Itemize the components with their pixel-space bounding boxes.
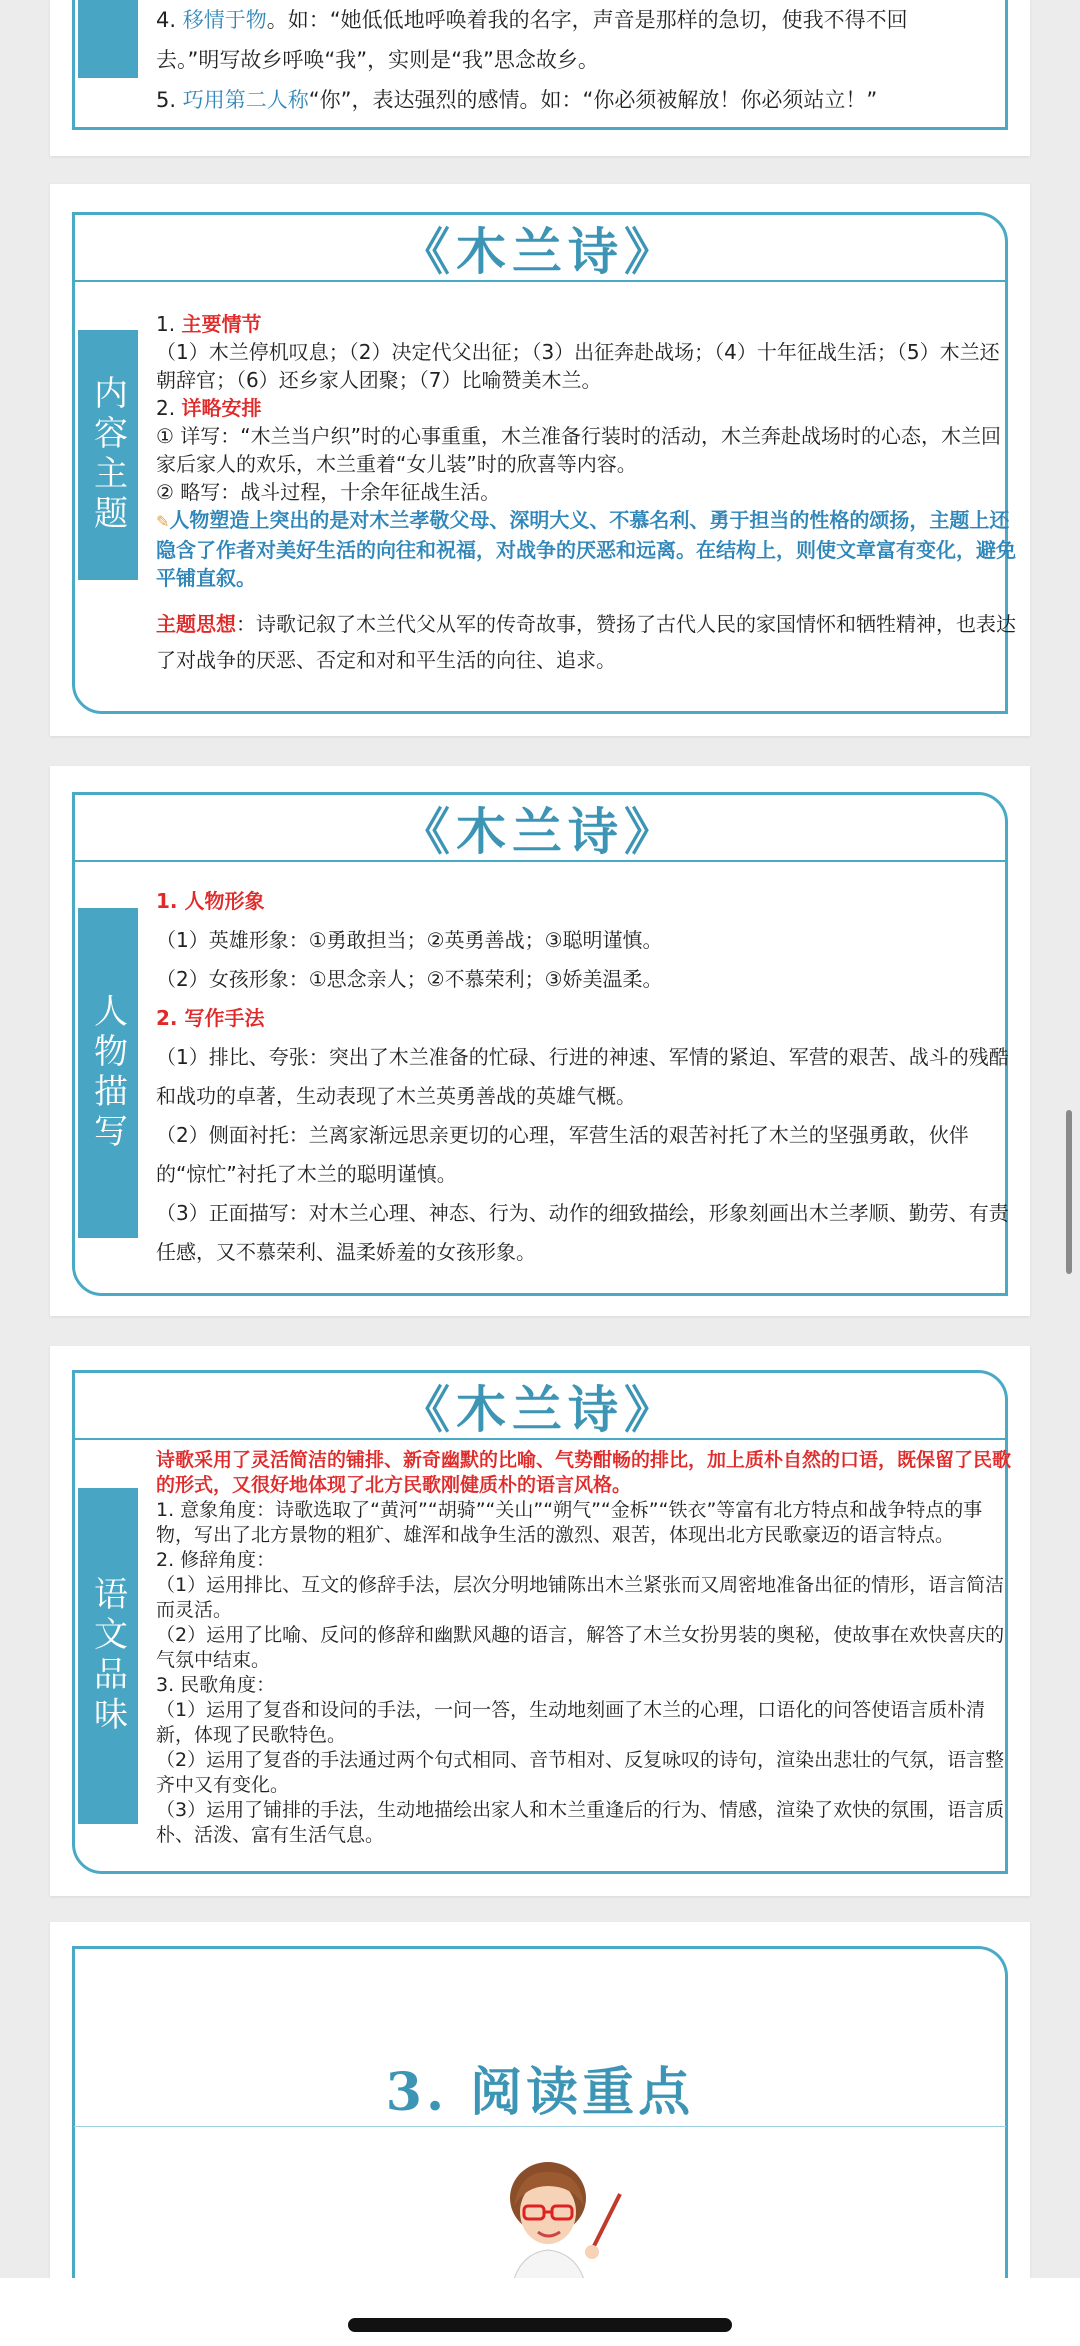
slide3-p3c: （3）运用了铺排的手法，生动地描绘出家人和木兰重逢后的行为、情感，渲染了欢快的氛围，语言质朴、活泼、富有生活气息。 bbox=[156, 1799, 1005, 1846]
top-line3-rest: “你”，表达强烈的感情。如：“你必须被解放！你必须站立！” bbox=[308, 88, 878, 112]
slide1-brief: ② 略写：战斗过程，十余年征战生活。 bbox=[156, 480, 501, 504]
slide1-title: 《木兰诗》 bbox=[400, 222, 680, 281]
slide3-p1: 1. 意象角度：诗歌选取了“黄河”“胡骑”“关山”“朔气”“金柝”“铁衣”等富有北方特点和战争特点的事物，写出了北方景物的粗犷、雄浑和战争生活的激烈、艰苦，体现出北方民歌豪迈的语言特点。 bbox=[156, 1499, 983, 1546]
slide2-m3: （3）正面描写：对木兰心理、神态、行为、动作的细致描绘，形象刻画出木兰孝顺、勤劳、有责任感，又不慕荣利、温柔娇羞的女孩形象。 bbox=[156, 1201, 1009, 1264]
slide3-p2a: （1）运用排比、互文的修辞手法，层次分明地铺陈出木兰紧张而又周密地准备出征的情形，语言简洁而灵活。 bbox=[156, 1574, 1005, 1621]
slide1-plot: （1）木兰停机叹息；（2）决定代父出征；（3）出征奔赴战场；（4）十年征战生活；（5）木兰还朝辞官；（6）还乡家人团聚；（7）比喻赞美木兰。 bbox=[156, 340, 1000, 392]
slide1-content bbox=[156, 310, 1016, 678]
home-indicator[interactable] bbox=[348, 2318, 732, 2332]
slide2-m2: （2）侧面衬托：兰离家渐远思亲更切的心理，军营生活的艰苦衬托了木兰的坚强勇敢，伙伴的“惊忙”衬托了木兰的聪明谨慎。 bbox=[156, 1123, 969, 1186]
slide1-theme-label: 主题思想 bbox=[156, 612, 236, 636]
slide3-p3: 3. 民歌角度： bbox=[156, 1674, 276, 1696]
slide3-intro: 诗歌采用了灵活简洁的铺排、新奇幽默的比喻、气势酣畅的排比，加上质朴自然的口语，既保留了民歌的形式，又很好地体现了北方民歌刚健质朴的语言风格。 bbox=[156, 1449, 1012, 1496]
slide2-side-tab: 人物描写 bbox=[78, 908, 138, 1238]
slide-character bbox=[50, 766, 1030, 1316]
top-card bbox=[50, 0, 1030, 156]
slide3-p2b: （2）运用了比喻、反问的修辞和幽默风趣的语言，解答了木兰女扮男装的奥秘，使故事在欢快喜庆的气氛中结束。 bbox=[156, 1624, 1005, 1671]
slide1-blue-note bbox=[156, 506, 1016, 592]
top-line2: 去。”明写故乡呼唤“我”，实则是“我”思念故乡。 bbox=[156, 48, 599, 72]
scroll-indicator[interactable] bbox=[1066, 1110, 1072, 1274]
slide1-detail: ① 详写：“木兰当户织”时的心事重重，木兰准备行装时的活动，木兰奔赴战场时的心态，木兰回家后家人的欢乐，木兰重着“女儿装”时的欣喜等内容。 bbox=[156, 424, 1002, 476]
top-line3-key: 巧用第二人称 bbox=[182, 88, 309, 112]
slide1-side-tab: 内容主题 bbox=[78, 330, 138, 580]
slide3-p2: 2. 修辞角度： bbox=[156, 1549, 276, 1571]
slide3-p3a: （1）运用了复沓和设问的手法，一问一答，生动地刻画了木兰的心理，口语化的问答使语言质朴清新，体现了民歌特色。 bbox=[156, 1699, 986, 1746]
slide2-h2: 2. 写作手法 bbox=[156, 1006, 265, 1030]
top-card-side-tab bbox=[78, 0, 138, 78]
slide1-h2-num: 2. bbox=[156, 396, 176, 420]
slide1-blue-note-text: 人物塑造上突出的是对木兰孝敬父母、深明大义、不慕名利、勇于担当的性格的颂扬，主题上还隐含了作者对美好生活的向往和祝福，对战争的厌恶和远离。在结构上，则使文章富有变化，避免平铺直叙。 bbox=[156, 508, 1016, 590]
slide1-theme: ：诗歌记叙了木兰代父从军的传奇故事，赞扬了古代人民的家国情怀和牺牲精神，也表达了对战争的厌恶、否定和对和平生活的向往、追求。 bbox=[156, 612, 1016, 672]
slide2-img2: （2）女孩形象：①思念亲人；②不慕荣利；③娇美温柔。 bbox=[156, 967, 663, 991]
slide4-title: 3. 阅读重点 bbox=[385, 2062, 695, 2123]
slide3-content bbox=[156, 1448, 1016, 1848]
top-line1-rest: 。如：“她低低地呼唤着我的名字，声音是那样的急切，使我不得不回 bbox=[266, 8, 908, 32]
bottom-safe-area bbox=[0, 2278, 1080, 2346]
slide2-content bbox=[156, 882, 1016, 1272]
slide2-title: 《木兰诗》 bbox=[400, 802, 680, 861]
top-line1-num: 4. bbox=[156, 8, 177, 32]
slide1-h1: 主要情节 bbox=[181, 312, 262, 336]
top-line1-key: 移情于物 bbox=[182, 8, 267, 32]
slide3-side-tab: 语文品味 bbox=[78, 1488, 138, 1824]
slide1-h1-num: 1. bbox=[156, 312, 176, 336]
slide2-m1: （1）排比、夸张：突出了木兰准备的忙碌、行进的神速、军情的紧迫、军营的艰苦、战斗的残酷和战功的卓著，生动表现了木兰英勇善战的英雄气概。 bbox=[156, 1045, 1009, 1108]
slide1-h2: 详略安排 bbox=[181, 396, 262, 420]
slide-language bbox=[50, 1346, 1030, 1896]
slide3-title: 《木兰诗》 bbox=[400, 1380, 680, 1439]
pencil-icon: ✎ bbox=[156, 512, 170, 531]
slide2-img1: （1）英雄形象：①勇敢担当；②英勇善战；③聪明谨慎。 bbox=[156, 928, 663, 952]
slide4-title-line bbox=[74, 2126, 1006, 2127]
slide-content-theme bbox=[50, 184, 1030, 736]
top-line3-num: 5. bbox=[156, 88, 177, 112]
top-card-content bbox=[156, 0, 1016, 120]
slide2-h1: 1. 人物形象 bbox=[156, 889, 265, 913]
slide3-p3b: （2）运用了复沓的手法通过两个句式相同、音节相对、反复咏叹的诗句，渲染出悲壮的气氛，语言整齐中又有变化。 bbox=[156, 1749, 1005, 1796]
